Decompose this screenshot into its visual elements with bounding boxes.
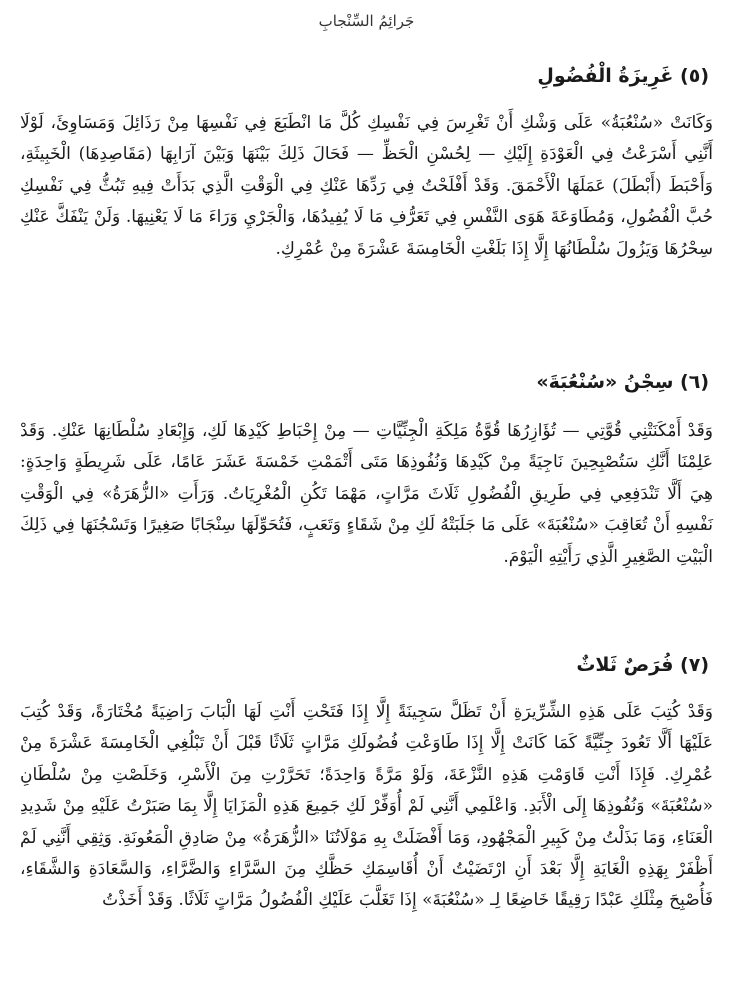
section-heading: (٦) سِجْنُ «سُنْعُبَةَ» xyxy=(536,371,709,393)
section-heading: (٥) غَرِيزَةُ الْفُضُولِ xyxy=(537,65,709,87)
chapter-section-6 xyxy=(20,368,713,573)
chapter-section-5 xyxy=(20,62,713,265)
running-head: جَرائِمُ السِّنْجابِ xyxy=(318,12,415,30)
section-paragraph: وَقَدْ أَمْكَنَتْنِي قُوَّتِي — تُؤَازِرُهَا قُوَّةُ مَلِكَةِ الْجِنِّيَّاتِ — مِنْ إِحْبَاطِ كَيْدِهَا لَكِ، وَإِبْعَادِ سُلْطَانِهَا عَنْكِ. وَقَدْ عَلِمْنَا أَنَّكِ سَتُصْبِحِينَ نَاجِيَةً مِنْ كَيْدِهَا وَنُفُوذِهَا مَتَى أَتْمَمْتِ خَمْسَةَ عَشَرَ عَامًا، عَلَى شَرِيطَةٍ وَاحِدَةٍ: هِيَ أَلَّا تَنْدَفِعِي فِي طَرِيقِ الْفُضُولِ ثَلَاثَ مَرَّاتٍ، مَهْمَا تَكُنِ الْمُغْرِيَاتُ. وَرَأَتِ «الزُّهَرَةُ» فِي الْوَقْتِ نَفْسِهِ أَنْ تُعَاقِبَ «سُنْعُبَةَ» عَلَى مَا جَلَبَتْهُ لَكِ مِنْ شَقَاءٍ وَتَعَبٍ، فَتُحَوِّلَهَا سِنْجَابًا صَغِيرًا وَتَسْجُنَهَا فِي ذَلِكَ الْبَيْتِ الصَّغِيرِ الَّذِي رَأَيْتِهِ الْيَوْمَ. xyxy=(20,421,713,567)
chapter-section-7 xyxy=(20,651,713,917)
section-paragraph: وَقَدْ كُتِبَ عَلَى هَذِهِ الشِّرِّيرَةِ أَنْ تَظَلَّ سَجِينَةً إِلَّا إِذَا فَتَحْتِ أَنْتِ لَهَا الْبَابَ رَاضِيَةً مُخْتَارَةً، وَقَدْ كُتِبَ عَلَيْهَا أَلَّا تَعُودَ جِنِّيَّةً كَمَا كَانَتْ إِلَّا إِذَا طَاوَعْتِ فُضُولَكِ مَرَّاتٍ ثَلَاثًا قَبْلَ أَنْ تَبْلُغِي الْخَامِسَةَ عَشْرَةَ مِنْ عُمْرِكِ. فَإِذَا أَنْتِ قَاوَمْتِ هَذِهِ النَّزْعَةَ، وَلَوْ مَرَّةً وَاحِدَةً؛ تَحَرَّرْتِ مِنَ الْأَسْرِ، وَخَلَصْتِ مِنْ سُلْطَانِ «سُنْعُبَةَ» وَنُفُوذِهَا إِلَى الْأَبَدِ. وَاعْلَمِي أَنَّنِي لَمْ أُوَفِّرْ لَكِ جَمِيعَ هَذِهِ الْمَزَايَا إِلَّا بِمَا صَبَرْتُ عَلَيْهِ مِنْ شَدِيدِ الْعَنَاءِ، وَمَا بَذَلْتُ مِنْ كَبِيرِ الْمَجْهُودِ، وَمَا أَفْضَلَتْ بِهِ مَوْلَاتُنَا «الزُّهَرَةُ» مِنْ صَادِقِ الْمَعُونَةِ. وَثِقِي أَنَّنِي لَمْ أَظْفَرْ بِهَذِهِ الْغَايَةِ إِلَّا بَعْدَ أَنِ ارْتَضَيْتُ أَنْ أُقَاسِمَكِ حَظَّكِ مِنَ السَّرَّاءِ وَالضَّرَّاءِ، وَالسَّعَادَةِ وَالشَّقَاءِ، فَأُصْبِحَ مِثْلَكِ عَبْدًا رَقِيقًا خَاضِعًا لِـ «سُنْعُبَةَ» إِذَا تَغَلَّبَ عَلَيْكِ الْفُضُولُ مَرَّاتٍ ثَلَاثًا. وَقَدْ أَخَذْتُ xyxy=(20,702,714,911)
section-heading: (٧) فُرَصٌ ثَلاثٌ xyxy=(576,654,709,676)
section-paragraph: وَكَانَتْ «سُنْعُبَةُ» عَلَى وَشْكِ أَنْ تَغْرِسَ فِي نَفْسِكِ كُلَّ مَا انْطَبَعَ فِي نَفْسِهَا مِنْ رَذَائِلَ وَمَسَاوِئَ، لَوْلَا أَنَّنِي أَسْرَعْتُ فِي الْعَوْدَةِ إِلَيْكِ — لِحُسْنِ الْحَظِّ — فَحَالَ ذَلِكَ بَيْنَهَا وَبَيْنَ آرَابِهَا (مَقَاصِدِهَا) الْخَبِيثَةِ، وَأَحْبَطَ (أَبْطَلَ) عَمَلَهَا الْأَحْمَقَ. وَقَدْ أَفْلَحْتُ فِي رَدِّهَا عَنْكِ فِي الْوَقْتِ الَّذِي بَدَأَتْ فِيهِ تَبُثُّ فِي نَفْسِكِ حُبَّ الْفُضُولِ، وَمُطَاوَعَةَ هَوَى النَّفْسِ فِي تَعَرُّفِ مَا لَا يُفِيدُهَا، وَالْجَرْيِ وَرَاءَ مَا لَا يَعْنِيهَا. وَلَنْ يَنْفَكَّ عَنْكِ سِحْرُهَا وَيَزُولَ سُلْطَانُهَا إِلَّا إِذَا بَلَغْتِ الْخَامِسَةَ عَشْرَةَ مِنْ عُمْرِكِ. xyxy=(20,113,713,259)
